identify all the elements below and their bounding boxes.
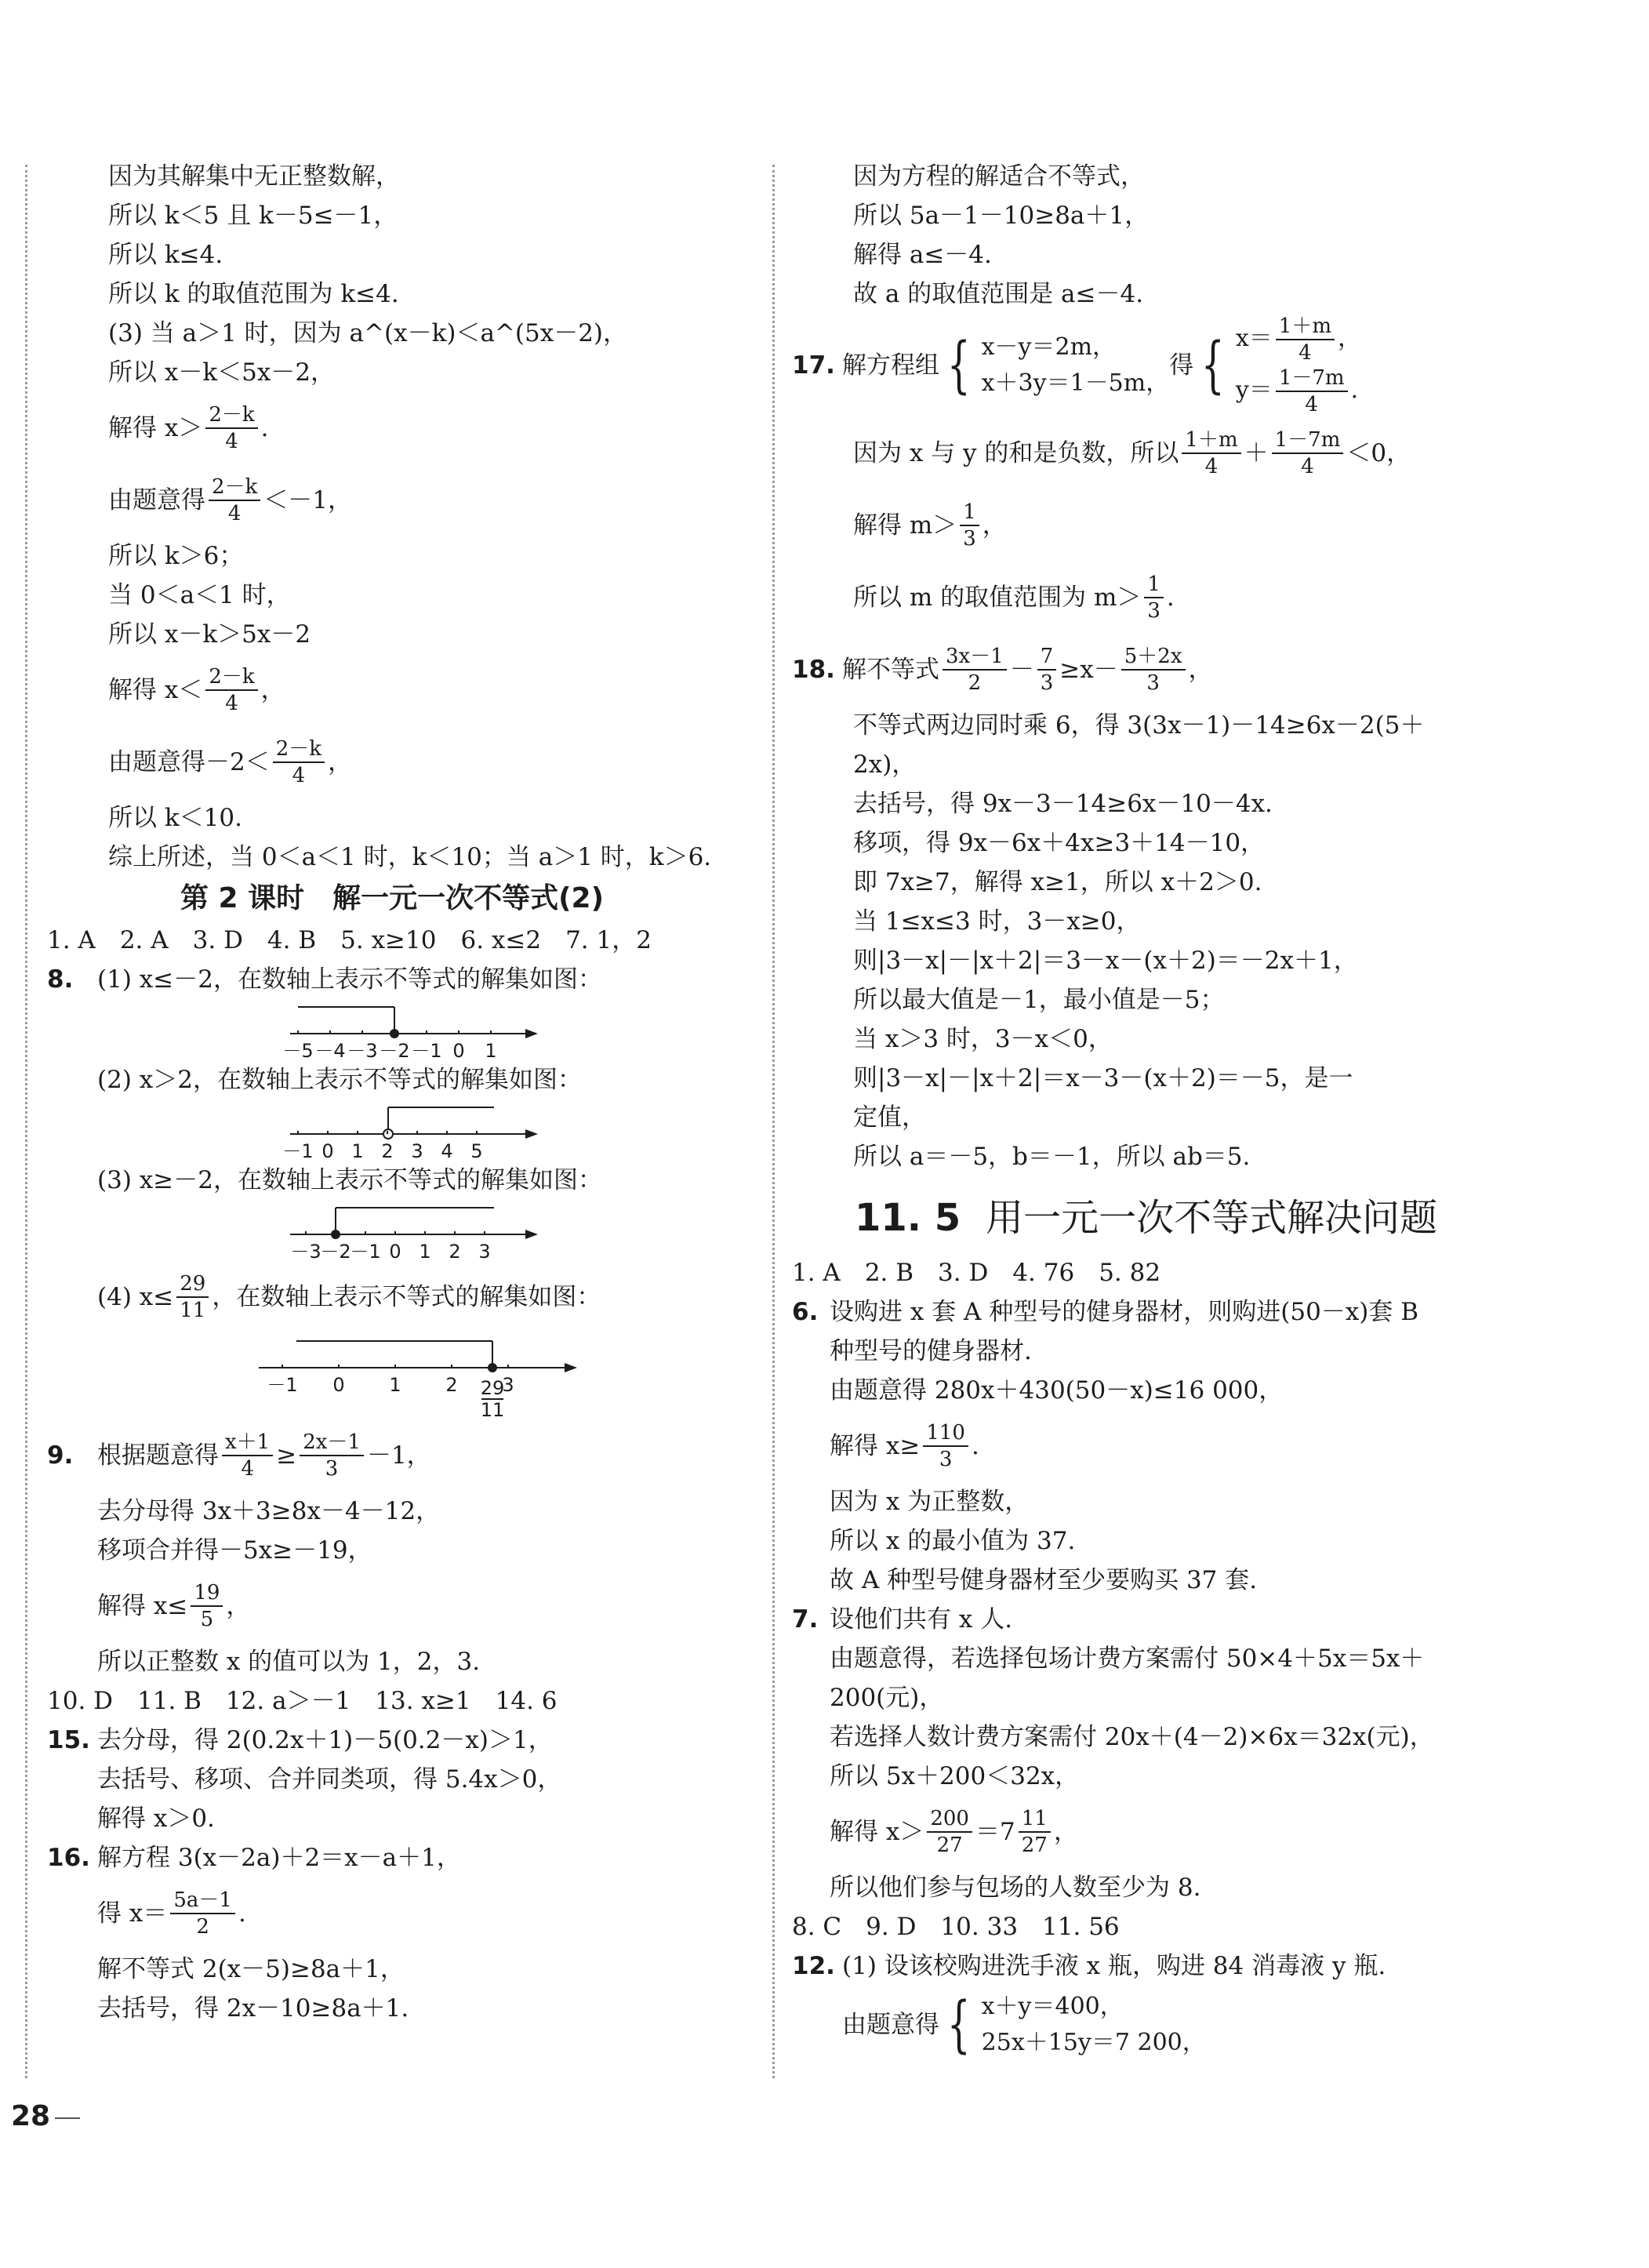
text-line: (3) 当 a＞1 时，因为 a^(x－k)＜a^(5x－2)， [108,319,628,347]
fraction: $\frac{19}{5}$ [191,1580,223,1632]
right-column [792,157,1615,2064]
axis-tick-label: －3 [347,1040,378,1062]
axis-tick-label: 4 [441,1140,453,1162]
axis-tick-label: －2 [320,1241,351,1263]
fraction: $\frac{2x-1}{3}$ [300,1430,364,1481]
text-line: 12. (1) 设该校购进洗手液 x 瓶，购进 84 消毒液 y 瓶. [792,1952,1386,1980]
section-number: 11. 5 [855,1196,961,1240]
text-line: 不等式两边同时乘 6，得 3(3x－1)－14≥6x－2(5＋ [853,711,1425,740]
axis-tick-label: 1 [419,1241,431,1263]
text-line: 18. 解不等式 $\frac{3x-1}{2}$ － $\frac{7}{3}$ ≥x－ $\frac{5+2x}{3}$ ， [792,645,1213,695]
text-line: 9. 根据题意得 $\frac{x+1}{4}$ ≥ $\frac{2x-1}{3}$ －1， [47,1430,431,1481]
text-line: 当 x＞3 时，3－x＜0， [853,1025,1113,1053]
axis-tick-label: －5 [282,1040,314,1062]
text-line: 200(元)， [830,1684,944,1712]
text-line: 2x)， [853,751,917,779]
text-line: 故 a 的取值范围是 a≤－4. [853,280,1144,308]
page-number: 28 [11,2100,51,2132]
text-line: 解得 x＜ $\frac{2-k}{4}$ ， [108,665,285,715]
text-line: 当 1≤x≤3 时，3－x≥0， [853,907,1141,936]
text-line: 解得 m＞ $\frac{1}{3}$ ， [853,500,1007,551]
text-line: 即 7x≥7，解得 x≥1，所以 x＋2＞0. [853,868,1262,896]
axis-tick-label: －1 [267,1374,298,1396]
text-line: 所以他们参与包场的人数至少为 8. [830,1874,1201,1902]
text-line: 所以 x－k＞5x－2 [108,620,311,649]
text-line: 去括号，得 9x－3－14≥6x－10－4x. [853,790,1273,818]
text-line: 7. 设他们共有 x 人. [792,1605,1013,1634]
text-line: 解不等式 2(x－5)≥8a＋1， [97,1955,405,1983]
axis-tick-label: －1 [411,1040,442,1062]
text-line: 所以 a＝－5，b＝－1，所以 ab＝5. [853,1143,1251,1171]
fraction: $\frac{2-k}{4}$ [205,664,257,716]
solution-system: x＝ $\frac{1+m}{4}$ ， y＝ $\frac{1-7m}{4}$ . [1235,314,1361,416]
text-line: 所以 k 的取值范围为 k≤4. [108,280,399,308]
number-line-3 [290,1200,541,1261]
text-line: 移项，得 9x－6x＋4x≥3＋14－10， [853,829,1266,857]
text-line: 所以 k＞6； [108,542,244,570]
axis-tick-label: 2 [449,1241,461,1263]
number-line-2 [282,1099,541,1162]
number-line-4 [259,1333,588,1419]
text-line: 由题意得，若选择包场计费方案需付 50×4＋5x＝5x＋ [830,1645,1425,1673]
equation-system: x＋y＝400， 25x＋15y＝7 200， [981,1993,1206,2056]
text-line: 6. 设购进 x 套 A 种型号的健身器材，则购进(50－x)套 B [792,1298,1419,1326]
text-line: 解得 x＞ $\frac{2-k}{4}$ . [108,403,269,453]
text-line: 所以 5x＋200＜32x， [830,1762,1080,1790]
text-line: 定值， [853,1103,926,1132]
text-line: 则|3－x|－|x＋2|＝x－3－(x＋2)＝－5，是一 [853,1064,1353,1092]
text-line: 所以 m 的取值范围为 m＞ $\frac{1}{3}$ . [853,572,1175,623]
text-line: 所以正整数 x 的值可以为 1，2，3. [97,1648,481,1676]
text-line: 因为方程的解适合不等式， [853,162,1145,191]
text-line: 17. 解方程组 { x－y＝2m， x＋3y＝1－5m， 得 { x＝ $\frac{1+m}{4}$ ， y＝ $\frac{1-7m}{4}$ . [792,314,1361,416]
text-line: 由题意得 { x＋y＝400， 25x＋15y＝7 200， [842,1990,1206,2060]
text-line: 移项合并得－5x≥－19， [97,1536,372,1565]
text-line: 去括号、移项、合并同类项，得 5.4x＞0， [97,1765,562,1794]
text-line: 所以 k＜10. [108,804,242,832]
text-line: 故 A 种型号健身器材至少要购买 37 套. [830,1566,1258,1594]
axis-tick-label: －1 [350,1241,381,1263]
text-line: 所以 k＜5 且 k－5≤－1， [108,202,398,230]
text-line: 则|3－x|－|x＋2|＝3－x－(x＋2)＝－2x＋1， [853,947,1358,975]
text-line: 由题意得 $\frac{2-k}{4}$ ＜－1， [108,475,353,525]
text-line: 所以 5a－1－10≥8a＋1， [853,202,1150,230]
text-line: 15. 去分母，得 2(0.2x＋1)－5(0.2－x)＞1， [47,1726,553,1754]
answer-line: 8. C 9. D 10. 33 11. 56 [792,1913,1120,1941]
fraction: $\frac{5a-1}{2}$ [170,1888,235,1939]
text-line: 解得 a≤－4. [853,241,992,269]
section-heading: 用一元一次不等式解决问题 [986,1196,1438,1240]
text-line: 解得 x＞ $\frac{200}{27}$ ＝7 $\frac{11}{27}$ ， [830,1807,1078,1857]
answer-line: 10. D 11. B 12. a＞－1 13. x≥1 14. 6 [47,1687,558,1715]
axis-tick-label: 1 [485,1040,497,1062]
text-line: 去括号，得 2x－10≥8a＋1. [97,1994,409,2023]
text-line: 去分母得 3x＋3≥8x－4－12， [97,1497,441,1525]
equation-system: x－y＝2m， x＋3y＝1－5m， [981,333,1170,397]
column-separator [772,165,775,2078]
text-line: 所以 x－k＜5x－2， [108,358,336,387]
text-line: 解得 x≥ $\frac{110}{3}$ . [830,1421,979,1471]
text-line: 综上所述，当 0＜a＜1 时，k＜10；当 a＞1 时，k＞6. [108,843,712,871]
axis-tick-label: －1 [282,1140,314,1162]
axis-tick-label: 2 [381,1140,394,1162]
axis-fraction-numerator: 29 [480,1377,505,1399]
fraction: $\frac{29}{11}$ [176,1271,209,1323]
text-line: 因为 x 与 y 的和是负数，所以 $\frac{1+m}{4}$ ＋ $\frac{1-7m}{4}$ ＜0， [853,428,1411,478]
fraction: $\frac{2-k}{4}$ [209,474,260,526]
axis-tick-label: －2 [379,1040,410,1062]
fraction: $\frac{x+1}{4}$ [222,1430,273,1481]
axis-tick-label: 2 [445,1374,458,1396]
text-line: 种型号的健身器材. [830,1337,1032,1365]
axis-tick-label: 0 [452,1040,465,1062]
axis-tick-label: 3 [478,1241,491,1263]
axis-tick-label: 5 [470,1140,483,1162]
text-line: 由题意得－2＜ $\frac{2-k}{4}$ ， [108,737,353,787]
text-line: 解得 x＞0. [97,1805,215,1833]
text-line: 得 x＝ $\frac{5a-1}{2}$ . [97,1888,246,1939]
text-line: (2) x＞2，在数轴上表示不等式的解集如图： [97,1066,582,1094]
text-line: 所以 k≤4. [108,241,223,269]
axis-tick-label: 3 [411,1140,423,1162]
text-line: 所以 x 的最小值为 37. [830,1527,1076,1555]
axis-tick-label: 0 [332,1374,345,1396]
axis-tick-label: －4 [314,1040,346,1062]
footer-rule [55,2117,80,2119]
left-margin-separator [25,165,27,2078]
text-line: 若选择人数计费方案需付 20x＋(4－2)×6x＝32x(元)， [830,1723,1434,1751]
fraction: $\frac{2-k}{4}$ [205,402,257,454]
axis-tick-label: 0 [321,1140,334,1162]
axis-tick-label: 0 [389,1241,401,1263]
axis-tick-label: 1 [351,1140,364,1162]
fraction: $\frac{2-k}{4}$ [273,736,325,788]
answer-line: 1. A 2. B 3. D 4. 76 5. 82 [792,1259,1161,1287]
axis-tick-label: 3 [502,1374,514,1396]
axis-tick-label: －3 [290,1241,321,1263]
answer-line: 1. A 2. A 3. D 4. B 5. x≥10 6. x≤2 7. 1，2 [47,926,652,954]
text-line: 解得 x≤ $\frac{19}{5}$ ， [97,1581,251,1631]
lesson-title: 第 2 课时 解一元一次不等式(2) [180,882,605,914]
text-line: 由题意得 280x＋430(50－x)≤16 000， [830,1376,1284,1405]
axis-fraction-denominator: 11 [480,1399,505,1421]
text-line: 因为其解集中无正整数解， [108,162,400,191]
text-line: 所以最大值是－1，最小值是－5； [853,986,1225,1014]
text-line: (4) x≤ $\frac{29}{11}$ ，在数轴上表示不等式的解集如图： [97,1272,601,1322]
number-line-1 [282,999,541,1062]
text-line: (3) x≥－2，在数轴上表示不等式的解集如图： [97,1166,602,1194]
text-line: 当 0＜a＜1 时， [108,581,291,609]
text-line: 8. (1) x≤－2，在数轴上表示不等式的解集如图： [47,965,602,994]
axis-tick-label: 1 [389,1374,401,1396]
text-line: 16. 解方程 3(x－2a)＋2＝x－a＋1， [47,1844,461,1872]
left-column [47,157,737,2028]
section-title [855,1183,1615,1253]
text-line: 因为 x 为正整数， [830,1488,1030,1516]
